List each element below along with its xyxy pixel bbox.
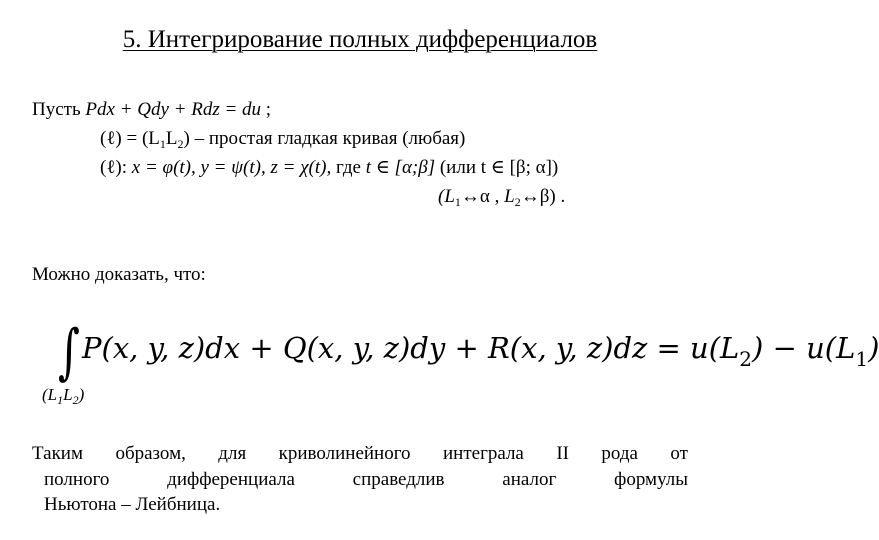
param-where: где [336,157,361,178]
mapping-line [438,185,565,209]
map-open: (L [438,186,455,207]
page-title: 5. Интегрирование полных дифференциалов [122,26,598,53]
map-sub-2: 2 [514,195,521,209]
formula-sub-2: 2 [739,347,753,371]
param-range: t ∈ [α;β] [365,157,436,178]
limits-close: ) [78,385,85,404]
eq-separator: ; [265,99,272,120]
limits-sub-1: 1 [57,393,64,407]
conclusion-line-3: Ньютона – Лейбница. [44,494,221,515]
map-beta: ↔β) . [520,186,566,207]
param-equations: x = φ(t), y = ψ(t), z = χ(t), [131,157,332,178]
conclusion-line-1: Таким образом, для криволинейного интеграла II рода от [32,443,688,464]
curve-mid: L [165,128,178,149]
map-L2: L [504,186,515,207]
conclusion-line-2: полного дифференциала справедлив аналог формулы [44,469,688,490]
map-alpha: ↔α , [460,186,500,207]
map-sub-1: 1 [454,195,461,209]
formula-mid: ) − u(L [752,331,856,365]
limits-sub-2: 2 [72,393,79,407]
main-formula [82,331,879,371]
prove-line: Можно доказать, что: [32,264,206,285]
formula-body: P(x, y, z)dx + Q(x, y, z)dy + R(x, y, z)dz = u(L [82,331,740,365]
intro-line [32,98,271,122]
differential-equation: Pdx + Qdy + Rdz = du [85,99,262,120]
param-alt-range: (или t ∈ [β; α]) [439,157,559,178]
formula-end: ) [868,331,879,365]
param-label: (ℓ): [100,157,128,178]
integral-sign: ∫ [58,317,80,387]
curve-label: (ℓ) = (L [100,128,160,149]
integral-limits [42,385,84,405]
curve-line [100,127,465,151]
formula-sub-1: 1 [855,347,869,371]
curve-sub-2: 2 [177,137,184,151]
pust-word: Пусть [32,99,81,120]
curve-sub-1: 1 [159,137,166,151]
limits-L2: L [63,385,73,404]
limits-open: (L [42,385,58,404]
param-line [100,156,558,180]
curve-description: ) – простая гладкая кривая (любая) [183,128,466,149]
